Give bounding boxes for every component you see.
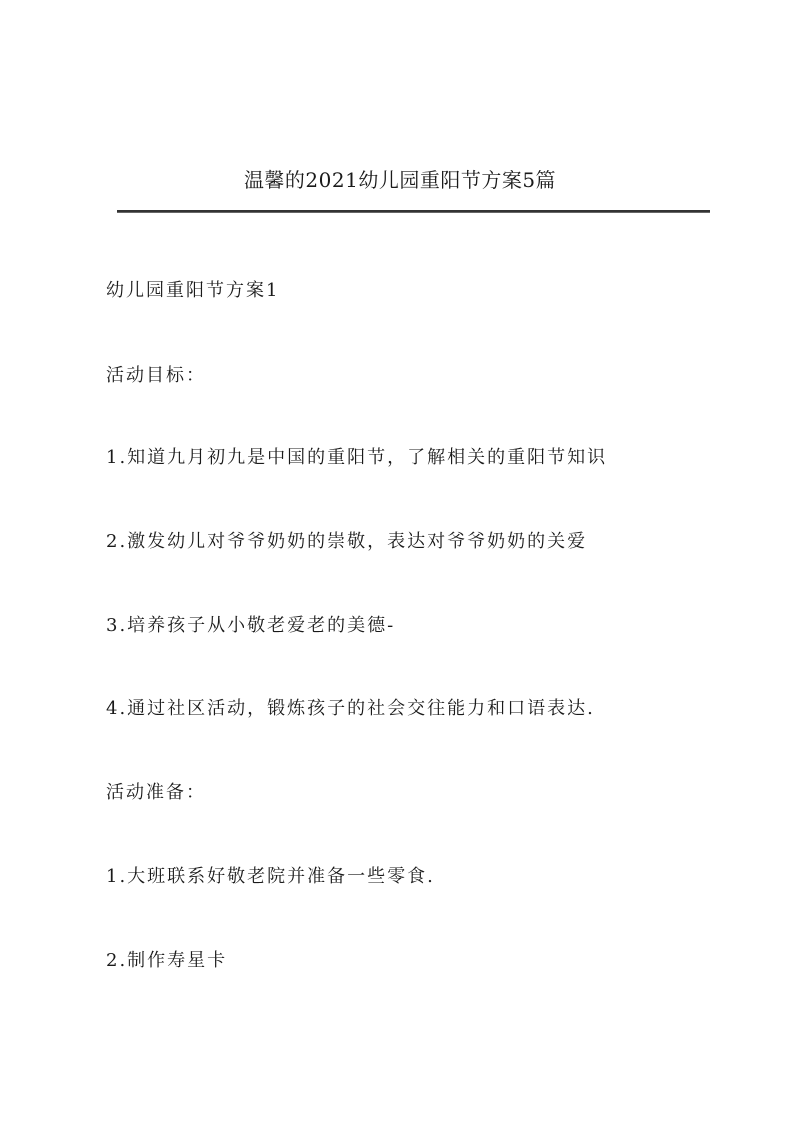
list-item: 1.知道九月初九是中国的重阳节，了解相关的重阳节知识 (106, 447, 608, 468)
list-item: 4.通过社区活动，锻炼孩子的社会交往能力和口语表达. (106, 698, 595, 719)
list-item: 2.制作寿星卡 (106, 950, 228, 971)
document-title: 温馨的2021幼儿园重阳节方案5篇 (243, 168, 557, 192)
list-item: 3.培养孩子从小敬老爱老的美德- (106, 615, 396, 636)
list-item: 2.激发幼儿对爷爷奶奶的崇敬，表达对爷爷奶奶的关爱 (106, 531, 588, 552)
subsection-heading: 活动目标： (106, 365, 206, 386)
list-item: 1.大班联系好敬老院并准备一些零食. (106, 866, 435, 887)
section-heading: 幼儿园重阳节方案1 (106, 280, 280, 301)
subsection-heading: 活动准备： (106, 782, 206, 803)
title-divider (117, 210, 710, 213)
